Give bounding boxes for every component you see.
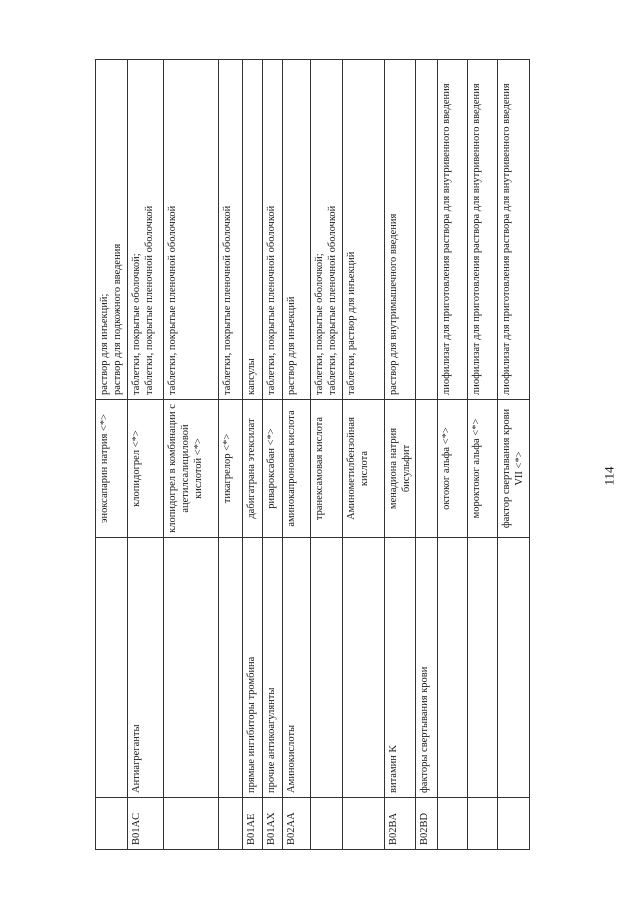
drug-name: транексамовая кислота xyxy=(311,400,343,538)
table-row xyxy=(263,60,283,850)
table-row xyxy=(468,60,498,850)
table-row xyxy=(311,60,343,850)
drug-name: менадиона натрия бисульфит xyxy=(385,400,416,538)
drug-name: мороктоког альфа <*> xyxy=(468,400,498,538)
atc-code xyxy=(343,798,385,850)
dosage-form-line: таблетки, покрытые пленочной оболочкой xyxy=(167,205,178,395)
dosage-form-line: раствор для инъекций; xyxy=(99,293,110,395)
table-row xyxy=(96,60,128,850)
atc-code xyxy=(96,798,128,850)
table-row xyxy=(164,60,219,850)
dosage-form-line: таблетки, раствор для инъекций xyxy=(346,251,357,395)
page-number: 114 xyxy=(601,466,617,486)
dosage-form-line: таблетки, покрытые пленочной оболочкой xyxy=(327,205,339,395)
atc-code xyxy=(438,798,468,850)
group-name xyxy=(164,538,219,798)
dosage-forms xyxy=(468,60,498,400)
atc-code xyxy=(498,798,529,850)
dosage-form-line: таблетки, покрытые пленочной оболочкой xyxy=(266,205,277,395)
group-name: прочие антикоагулянты xyxy=(263,538,283,798)
dosage-forms xyxy=(498,60,529,400)
dosage-form-line: таблетки, покрытые пленочной оболочкой xyxy=(144,205,156,395)
table-row xyxy=(416,60,438,850)
dosage-form-line: лиофилизат для приготовления раствора для внутривенного введения xyxy=(501,83,513,395)
table-row xyxy=(343,60,385,850)
table-row xyxy=(128,60,164,850)
drug-name: Аминометилбензойная кислота xyxy=(343,400,385,538)
group-name xyxy=(468,538,498,798)
dosage-form-line: раствор для внутримышечного введения xyxy=(388,213,399,395)
drug-name: аминокапроновая кислота xyxy=(283,400,311,538)
drug-name: эноксапарин натрия <*> xyxy=(96,400,128,538)
group-name xyxy=(343,538,385,798)
dosage-form-line: раствор для инъекций xyxy=(286,296,297,395)
group-name xyxy=(311,538,343,798)
atc-code: B01AX xyxy=(263,798,283,850)
dosage-form-line: капсулы xyxy=(246,358,257,395)
dosage-forms xyxy=(385,60,416,400)
dosage-form-line: таблетки, покрытые оболочкой; xyxy=(314,253,325,395)
drug-name: фактор свертывания крови VII <*> xyxy=(498,400,529,538)
dosage-form-line: таблетки, покрытые пленочной оболочкой xyxy=(222,205,233,395)
table-row xyxy=(283,60,311,850)
group-name: Аминокислоты xyxy=(283,538,311,798)
drug-name xyxy=(416,400,438,538)
table-row xyxy=(243,60,263,850)
drug-table-body xyxy=(96,60,530,850)
dosage-forms xyxy=(283,60,311,400)
atc-code xyxy=(164,798,219,850)
dosage-forms xyxy=(311,60,343,400)
atc-code xyxy=(219,798,243,850)
atc-code xyxy=(311,798,343,850)
table-row xyxy=(385,60,416,850)
table-row xyxy=(219,60,243,850)
group-name: Антиагреганты xyxy=(128,538,164,798)
drug-name: дабигатрана этексилат xyxy=(243,400,263,538)
group-name: витамин K xyxy=(385,538,416,798)
atc-code: B01AE xyxy=(243,798,263,850)
group-name xyxy=(498,538,529,798)
drug-name: октоког альфа <*> xyxy=(438,400,468,538)
drug-table xyxy=(95,59,530,850)
dosage-forms xyxy=(128,60,164,400)
group-name: прямые ингибиторы тромбина xyxy=(243,538,263,798)
atc-code: B02AA xyxy=(283,798,311,850)
dosage-form-line: лиофилизат для приготовления раствора для внутривенного введения xyxy=(471,83,483,395)
atc-code: B01AC xyxy=(128,798,164,850)
group-name xyxy=(438,538,468,798)
group-name xyxy=(219,538,243,798)
drug-name: тикагрелор <*> xyxy=(219,400,243,538)
dosage-forms xyxy=(438,60,468,400)
dosage-form-line: раствор для подкожного введения xyxy=(112,243,124,395)
dosage-form-line: таблетки, покрытые оболочкой; xyxy=(131,253,142,395)
drug-name: ривароксабан <*> xyxy=(263,400,283,538)
dosage-forms xyxy=(164,60,219,400)
dosage-forms xyxy=(96,60,128,400)
drug-name: клопидогрел <*> xyxy=(128,400,164,538)
atc-code: B02BD xyxy=(416,798,438,850)
drug-table-rotated-frame xyxy=(95,60,525,850)
atc-code xyxy=(468,798,498,850)
table-row xyxy=(438,60,468,850)
dosage-forms xyxy=(263,60,283,400)
table-row xyxy=(498,60,529,850)
atc-code: B02BA xyxy=(385,798,416,850)
dosage-forms xyxy=(416,60,438,400)
group-name xyxy=(96,538,128,798)
drug-name: клопидогрел в комбинации с ацетилсалициловой кислотой <*> xyxy=(164,400,219,538)
dosage-form-line: лиофилизат для приготовления раствора для внутривенного введения xyxy=(441,83,453,395)
dosage-forms xyxy=(343,60,385,400)
dosage-forms xyxy=(219,60,243,400)
group-name: факторы свертывания крови xyxy=(416,538,438,798)
dosage-forms xyxy=(243,60,263,400)
